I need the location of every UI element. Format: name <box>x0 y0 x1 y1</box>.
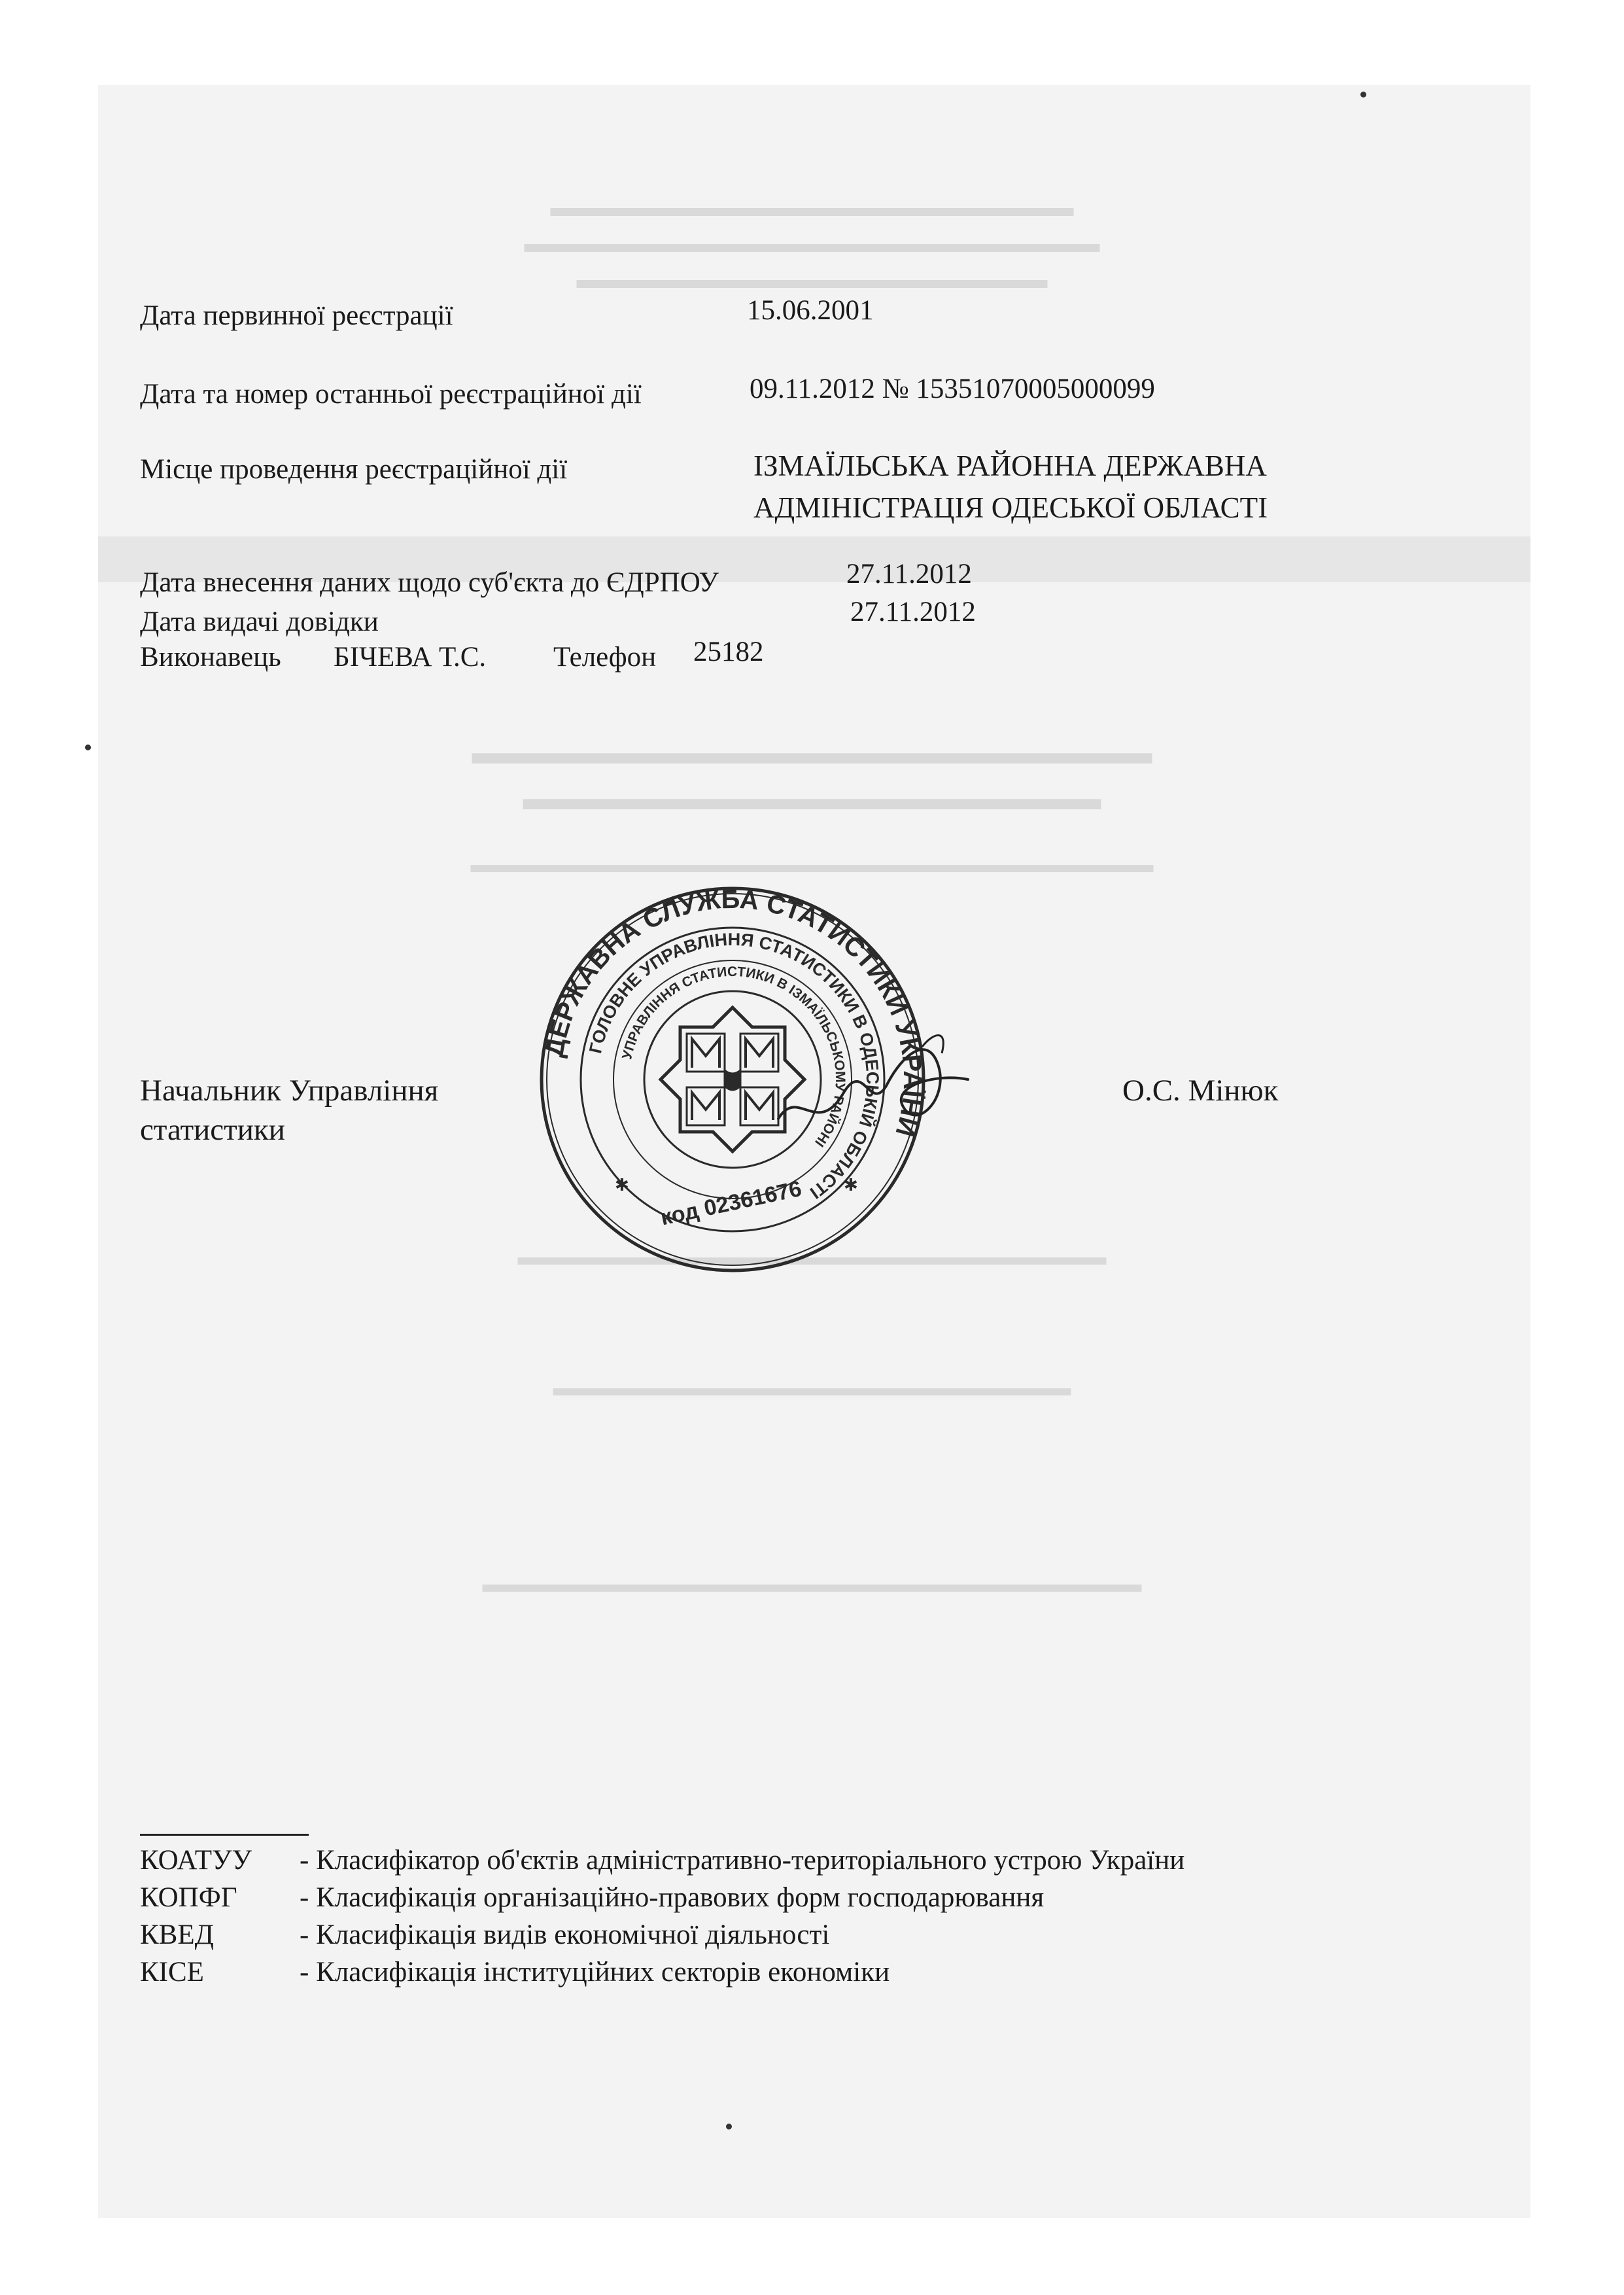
abbreviation-legend <box>140 1842 1184 1991</box>
show-through-text: ▬▬▬▬▬▬▬▬▬▬▬▬▬▬▬▬▬ <box>523 779 1101 817</box>
last-action-label: Дата та номер останньої реєстраційної дії <box>140 379 642 410</box>
stamp-code: код 02361676 <box>658 1176 804 1231</box>
issue-date-label: Дата видачі довідки <box>140 606 379 637</box>
place-label: Місце проведення реєстраційної дії <box>140 454 568 485</box>
legend-row <box>140 1916 1184 1953</box>
show-through-text: ▬▬▬▬▬▬▬▬▬▬▬▬▬▬▬▬▬▬▬▬▬▬ <box>553 1374 1071 1401</box>
legend-abbr: КОПФГ <box>140 1882 237 1913</box>
legend-text: - Класифікатор об'єктів адміністративно-територіального устрою України <box>300 1845 1185 1876</box>
last-action-value: 09.11.2012 № 15351070005000099 <box>750 374 1155 404</box>
signatory-name: О.С. Мінюк <box>1122 1074 1279 1108</box>
executor-name: БІЧЕВА Т.С. <box>334 642 487 673</box>
show-through-text: ▬▬▬▬▬▬▬▬▬▬▬▬▬▬▬▬▬▬▬▬ <box>550 193 1074 222</box>
place-value <box>753 445 1268 529</box>
legend-row <box>140 1953 1184 1991</box>
first-registration-date: 15.06.2001 <box>747 295 874 326</box>
show-through-text: ▬▬▬▬▬▬▬▬▬▬▬▬▬▬▬▬▬▬▬▬▬▬▬▬▬▬▬▬▬ <box>470 850 1154 877</box>
signatory-position-line-1: Начальник Управління <box>140 1074 439 1108</box>
legend-row <box>140 1842 1184 1879</box>
phone-value: 25182 <box>693 637 764 667</box>
show-through-text: ▬▬▬▬▬▬▬▬▬▬▬▬▬▬▬▬▬▬▬▬▬▬ <box>524 229 1100 258</box>
show-through-text: ▬▬▬▬▬▬▬▬▬▬▬▬▬▬▬▬▬▬ <box>576 265 1048 294</box>
scan-speck <box>1360 92 1366 97</box>
edrpou-entry-date: 27.11.2012 <box>846 559 972 589</box>
scan-speck <box>85 745 91 750</box>
signatory-position-line-2: статистики <box>140 1113 285 1147</box>
stamp-star-icon: ✱ <box>615 1176 629 1195</box>
legend-abbr: КІСЕ <box>140 1957 204 1988</box>
legend-abbr: КВЕД <box>140 1919 214 1950</box>
executor-label: Виконавець <box>140 642 281 673</box>
legend-row <box>140 1879 1184 1916</box>
footnote-divider <box>140 1834 309 1836</box>
handwritten-signature <box>772 1007 994 1165</box>
legend-text: - Класифікація видів економічної діяльності <box>300 1919 830 1950</box>
legend-text: - Класифікація інституційних секторів економіки <box>300 1957 890 1988</box>
legend-text: - Класифікація організаційно-правових форм господарювання <box>300 1882 1045 1913</box>
stamp-outer-text: ДЕРЖАВНА СЛУЖБА СТАТИСТИКИ УКРАЇНИ <box>540 885 927 1140</box>
stamp-core-text: УПРАВЛІННЯ СТАТИСТИКИ В ІЗМАЇЛЬСЬКОМУ РАЙОНІ <box>619 964 848 1150</box>
stamp-inner-text: ГОЛОВНЕ УПРАВЛІННЯ СТАТИСТИКИ В ОДЕСЬКІЙ ОБЛАСТІ <box>585 929 883 1203</box>
show-through-text: ▬▬▬▬▬▬▬▬▬▬▬▬▬▬▬▬▬▬▬▬▬▬▬▬▬ <box>517 1243 1107 1270</box>
first-registration-label: Дата первинної реєстрації <box>140 300 453 331</box>
show-through-text: ▬▬▬▬▬▬▬▬▬▬▬▬▬▬▬▬▬▬▬▬ <box>472 733 1152 771</box>
place-line-1: ІЗМАЇЛЬСЬКА РАЙОННА ДЕРЖАВНА <box>753 449 1267 482</box>
phone-label: Телефон <box>553 642 657 673</box>
place-line-2: АДМІНІСТРАЦІЯ ОДЕСЬКОЇ ОБЛАСТІ <box>753 491 1268 524</box>
show-through-text: ▬▬▬▬▬▬▬▬▬▬▬▬▬▬▬▬▬▬▬▬▬▬▬▬▬▬▬▬ <box>482 1570 1142 1597</box>
issue-date-value: 27.11.2012 <box>850 597 976 627</box>
scan-speck <box>726 2124 732 2129</box>
edrpou-entry-label: Дата внесення даних щодо суб'єкта до ЄДРПОУ <box>140 567 719 598</box>
stamp-star-icon: ✱ <box>844 1176 858 1195</box>
legend-abbr: КОАТУУ <box>140 1845 252 1876</box>
